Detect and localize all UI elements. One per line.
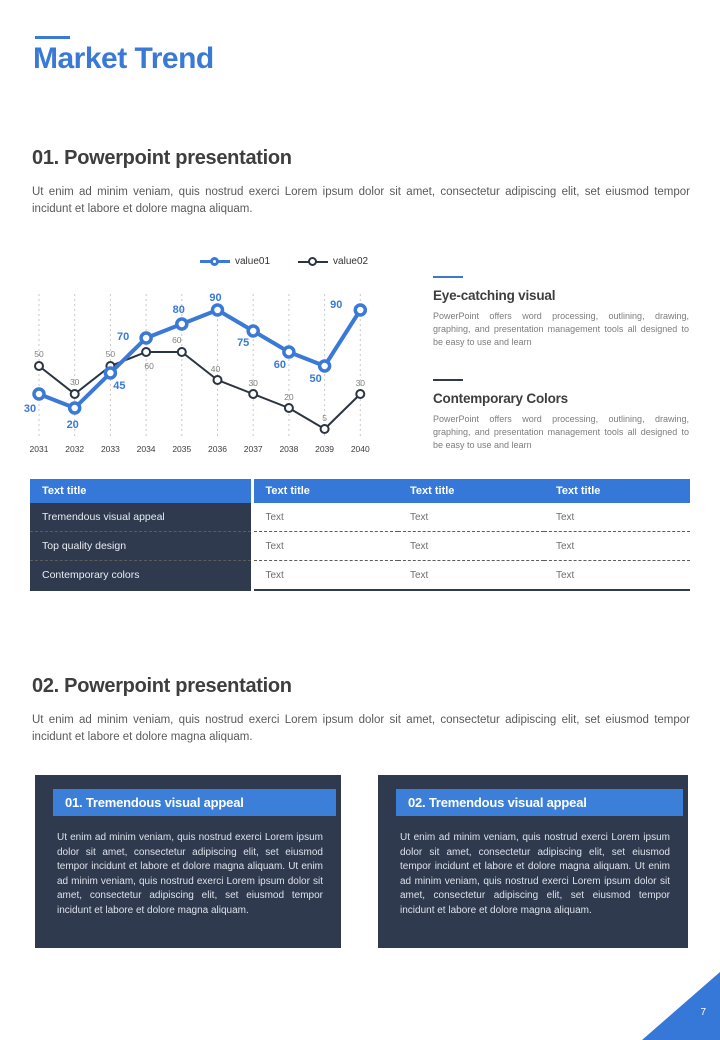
table-row-label: Top quality design: [30, 532, 252, 561]
svg-text:2031: 2031: [29, 444, 49, 454]
info-block-1: [433, 276, 689, 349]
table-cell: Text: [556, 511, 575, 523]
table-cell: Text: [252, 561, 398, 591]
svg-text:50: 50: [34, 349, 44, 359]
card-title-bar: [396, 789, 683, 816]
card-body: Ut enim ad minim veniam, quis nostrud exerci Lorem ipsum dolor sit amet, consectetur adipiscing elit, set eiusmod tempor incidunt et labore et dolore magna aliquam. Ut enim ad minim veniam, quis nostrud exerci Lorem ipsum dolor sit amet, consectetur adipiscing elit, set eiusmod tempor incidunt et labore et dolore magna aliquam.: [57, 832, 323, 916]
svg-text:20: 20: [284, 392, 294, 402]
info-title: Contemporary Colors: [433, 391, 568, 406]
table-cell: Text: [410, 511, 429, 523]
svg-text:50: 50: [105, 349, 116, 359]
svg-text:40: 40: [210, 364, 221, 374]
table-cell: Text: [398, 532, 544, 561]
svg-text:30: 30: [69, 377, 80, 387]
feature-card-1: [35, 775, 341, 948]
svg-text:2037: 2037: [243, 444, 263, 454]
info-body: PowerPoint offers word processing, outlining, drawing, graphing, and presentation management tools all designed to be easy to use and learn: [433, 414, 689, 450]
table-cell: Text: [544, 532, 690, 561]
trend-chart: [20, 250, 380, 455]
page-title: Market Trend: [33, 42, 214, 75]
info-block-2: [433, 379, 689, 452]
info-column: [433, 276, 689, 482]
table-row: [30, 532, 690, 561]
info-accent-dash: [433, 276, 463, 278]
svg-text:2032: 2032: [65, 444, 85, 454]
table-row: [30, 561, 690, 591]
table-cell: Text: [265, 511, 284, 523]
table-header-row: [30, 479, 690, 503]
svg-text:30: 30: [23, 403, 37, 415]
table-cell: Text: [252, 532, 398, 561]
table-cell: Text: [544, 561, 690, 591]
trend-chart-svg: [20, 250, 380, 455]
card-title: 01. Tremendous visual appeal: [65, 795, 244, 810]
title-accent-dash: [35, 36, 70, 39]
card-title: 02. Tremendous visual appeal: [408, 795, 587, 810]
svg-text:75: 75: [237, 337, 250, 349]
svg-text:90: 90: [209, 292, 222, 304]
section2-heading: 02. Powerpoint presentation: [32, 675, 292, 697]
svg-text:2039: 2039: [315, 444, 335, 454]
table-row-label: Tremendous visual appeal: [30, 503, 252, 532]
legend-label: value02: [333, 256, 369, 267]
table-header-cell: Text title: [30, 479, 252, 503]
section2-body: Ut enim ad minim veniam, quis nostrud exerci Lorem ipsum dolor sit amet, consectetur adipiscing elit, set eiusmod tempor incidunt et labore et dolore magna aliquam.: [32, 714, 690, 743]
info-title: Eye-catching visual: [433, 288, 556, 303]
feature-table: [30, 479, 690, 591]
legend-label: value01: [235, 256, 271, 267]
table-header-cell: Text title: [398, 479, 544, 503]
svg-text:2035: 2035: [172, 444, 192, 454]
info-body: PowerPoint offers word processing, outlining, drawing, graphing, and presentation management tools all designed to be easy to use and learn: [433, 311, 689, 347]
section1-body: Ut enim ad minim veniam, quis nostrud exerci Lorem ipsum dolor sit amet, consectetur adipiscing elit, set eiusmod tempor incidunt et labore et dolore magna aliquam.: [32, 186, 690, 215]
table-cell: Text: [398, 561, 544, 591]
card-body: Ut enim ad minim veniam, quis nostrud exerci Lorem ipsum dolor sit amet, consectetur adipiscing elit, set eiusmod tempor incidunt et labore et dolore magna aliquam. Ut enim ad minim veniam, quis nostrud exerci Lorem ipsum dolor sit amet, consectetur adipiscing elit, set eiusmod tempor incidunt et labore et dolore magna aliquam.: [400, 832, 670, 916]
svg-text:60: 60: [144, 361, 154, 371]
svg-text:30: 30: [248, 378, 258, 388]
feature-card-2: [378, 775, 688, 948]
svg-text:5: 5: [322, 413, 327, 423]
page-number: 7: [700, 1007, 706, 1018]
svg-text:2040: 2040: [350, 444, 370, 454]
table-row: [30, 503, 690, 532]
svg-text:2036: 2036: [208, 444, 227, 454]
table-header-cell: Text title: [544, 479, 690, 503]
svg-text:45: 45: [113, 380, 126, 392]
svg-text:70: 70: [116, 331, 130, 343]
svg-text:2034: 2034: [136, 444, 156, 454]
card-title-bar: [53, 789, 336, 816]
svg-text:90: 90: [330, 299, 343, 311]
section1-heading: 01. Powerpoint presentation: [32, 147, 292, 169]
corner-triangle-decoration: [642, 972, 720, 1040]
table-header-cell: Text title: [252, 479, 398, 503]
svg-text:2038: 2038: [279, 444, 299, 454]
svg-text:20: 20: [66, 419, 79, 431]
info-accent-dash: [433, 379, 463, 381]
svg-text:50: 50: [309, 373, 322, 385]
svg-text:80: 80: [172, 304, 185, 316]
svg-text:2033: 2033: [100, 444, 120, 454]
svg-text:60: 60: [273, 359, 287, 371]
table-row-label: Contemporary colors: [30, 561, 252, 591]
svg-text:30: 30: [355, 378, 366, 388]
svg-text:60: 60: [172, 335, 182, 345]
